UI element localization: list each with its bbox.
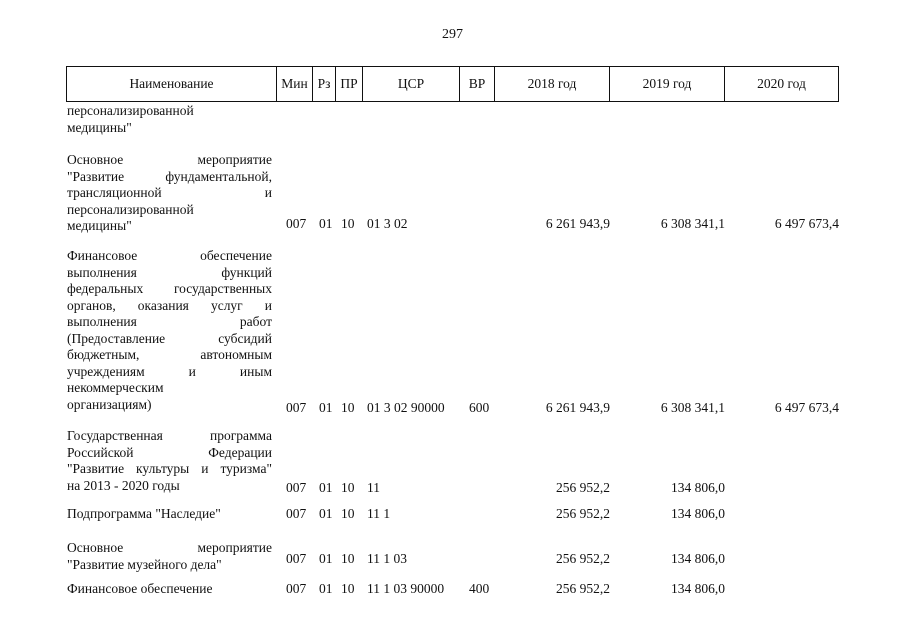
row-name xyxy=(67,152,272,235)
row-name-line: Подпрограмма "Наследие" xyxy=(67,506,221,521)
row-name-line: Основное мероприятие xyxy=(67,152,272,167)
row-name-line: Финансовое обеспечение xyxy=(67,248,272,263)
row-2018: 256 952,2 xyxy=(556,581,610,596)
row-2018: 256 952,2 xyxy=(556,506,610,521)
row-pr: 10 xyxy=(341,551,355,566)
row-name-line: федеральных государственных xyxy=(67,281,272,296)
row-rz: 01 xyxy=(319,506,333,521)
row-name xyxy=(67,103,272,136)
row-min: 007 xyxy=(286,581,307,596)
header-csr: ЦСР xyxy=(363,67,460,102)
row-pr: 10 xyxy=(341,216,355,231)
row-name-line: (Предоставление субсидий xyxy=(67,330,272,346)
row-name xyxy=(67,581,272,598)
row-2018: 256 952,2 xyxy=(556,551,610,566)
row-2018: 6 261 943,9 xyxy=(545,400,610,415)
row-2018: 6 261 943,9 xyxy=(545,216,610,231)
row-name xyxy=(67,506,272,523)
row-pr: 10 xyxy=(341,400,355,415)
row-vr: 600 xyxy=(469,400,490,415)
row-name-line: Российской Федерации xyxy=(67,444,272,460)
header-2018: 2018 год xyxy=(495,67,610,102)
header-pr: ПР xyxy=(336,67,363,102)
row-name-line: бюджетным, автономным xyxy=(67,347,272,362)
row-2019: 134 806,0 xyxy=(671,480,725,495)
page-number: 297 xyxy=(442,27,463,42)
row-csr: 11 xyxy=(367,480,380,495)
row-2019: 6 308 341,1 xyxy=(660,216,725,231)
row-pr: 10 xyxy=(341,480,355,495)
row-name-line: выполнения функций xyxy=(67,264,272,280)
row-csr: 11 1 xyxy=(367,506,391,521)
row-name-line: учреждениям и иным xyxy=(67,363,272,379)
row-name-line: Финансовое обеспечение xyxy=(67,581,213,596)
row-name-line: медицины" xyxy=(67,218,132,233)
row-name-line: выполнения работ xyxy=(67,314,272,329)
row-min: 007 xyxy=(286,216,307,231)
row-name-line: медицины" xyxy=(67,119,132,135)
row-name xyxy=(67,248,272,413)
row-csr: 01 3 02 xyxy=(367,216,408,231)
row-name-line: Государственная программа xyxy=(67,428,272,443)
header-vr: ВР xyxy=(460,67,495,102)
row-rz: 01 xyxy=(319,551,333,566)
row-name-line: организациям) xyxy=(67,396,152,412)
row-2020: 6 497 673,4 xyxy=(774,400,839,415)
row-min: 007 xyxy=(286,506,307,521)
header-2020: 2020 год xyxy=(725,67,839,102)
row-2019: 6 308 341,1 xyxy=(660,400,725,415)
row-csr: 11 1 03 xyxy=(367,551,407,566)
row-csr: 01 3 02 90000 xyxy=(367,400,445,415)
row-min: 007 xyxy=(286,480,307,495)
header-2019: 2019 год xyxy=(610,67,725,102)
row-rz: 01 xyxy=(319,216,333,231)
row-name-line: персонализированной xyxy=(67,103,194,118)
row-2020: 6 497 673,4 xyxy=(774,216,839,231)
row-pr: 10 xyxy=(341,506,355,521)
row-name-line: некоммерческим xyxy=(67,380,164,395)
row-csr: 11 1 03 90000 xyxy=(367,581,445,596)
row-name-line: органов, оказания услуг и xyxy=(67,297,272,313)
row-name-line: персонализированной xyxy=(67,201,194,217)
row-name-line: на 2013 - 2020 годы xyxy=(67,477,180,493)
header-rz: Рз xyxy=(313,67,336,102)
row-min: 007 xyxy=(286,400,307,415)
row-min: 007 xyxy=(286,551,307,566)
row-2018: 256 952,2 xyxy=(556,480,610,495)
row-name-line: "Развитие культуры и туризма" xyxy=(67,461,272,476)
row-name-line: "Развитие фундаментальной, xyxy=(67,168,272,184)
row-2019: 134 806,0 xyxy=(671,551,725,566)
row-name-line: "Развитие музейного дела" xyxy=(67,556,222,572)
row-rz: 01 xyxy=(319,400,333,415)
table-header xyxy=(66,66,839,102)
row-name xyxy=(67,428,272,494)
row-name-line: трансляционной и xyxy=(67,185,272,200)
row-pr: 10 xyxy=(341,581,355,596)
row-2019: 134 806,0 xyxy=(671,581,725,596)
row-2019: 134 806,0 xyxy=(671,506,725,521)
header-name: Наименование xyxy=(67,67,277,102)
row-name xyxy=(67,540,272,573)
header-min: Мин xyxy=(277,67,313,102)
row-vr: 400 xyxy=(469,581,490,596)
row-name-line: Основное мероприятие xyxy=(67,540,272,555)
row-rz: 01 xyxy=(319,480,333,495)
row-rz: 01 xyxy=(319,581,333,596)
